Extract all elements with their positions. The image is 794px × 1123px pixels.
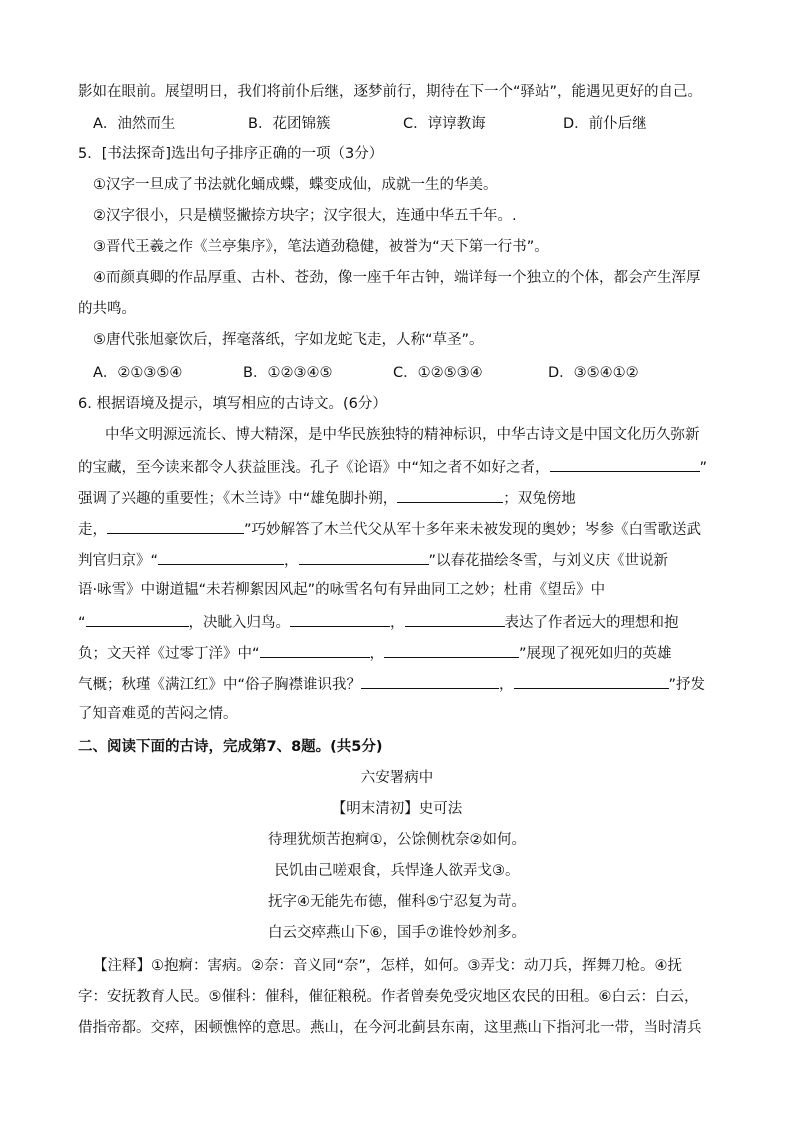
notes-line-2: 字：安抚教育人民。⑤催科：催科，催征粮税。作者曾奏免受灾地区农民的田租。⑥白云：白云， <box>78 989 699 1005</box>
q5-option-d[interactable]: D．③⑤④①② <box>548 365 639 381</box>
q6-line-2 <box>78 456 707 478</box>
notes-line-1: 【注释】①抱痾：害病。②奈：音义同“奈”，怎样，如何。③弄戈：动刀兵，挥舞刀枪。④抚 <box>93 958 683 974</box>
q6-line-8-end: ”展现了视死如归的英雄 <box>519 646 672 662</box>
intro-tail-text: 影如在眼前。展望明日，我们将前仆后继，逐梦前行，期待在下一个“驿站”，能遇见更好的自己。 <box>78 84 703 100</box>
q4-option-d[interactable]: D．前仆后继 <box>563 116 647 132</box>
q6-line-3-end: ；双兔傍地 <box>503 491 576 507</box>
q6-line-6: 语·咏雪》中谢道韫“未若柳絮因风起”的咏雪名句有异曲同工之妙；杜甫《望岳》中 <box>78 582 606 598</box>
q6-line-8 <box>78 642 672 664</box>
q6-line-9-text: 气概；秋瑾《满江红》中“俗子胸襟谁识我？ <box>78 677 362 693</box>
answer-blank[interactable] <box>107 518 244 534</box>
q6-line-5-comma: ， <box>284 553 299 569</box>
answer-blank[interactable] <box>514 673 669 689</box>
section-2-heading: 二、阅读下面的古诗，完成第7、8题。(共5分) <box>78 739 383 755</box>
q6-line-4-start: 走， <box>78 522 107 538</box>
q6-line-1: 中华文明源远流长、博大精深，是中华民族独特的精神标识，中华古诗文是中国文化历久弥新 <box>105 427 700 443</box>
q6-line-5-start: 判官归京》“ <box>78 553 159 569</box>
q6-stem: 6. 根据语境及提示，填写相应的古诗文。(6分） <box>78 396 387 412</box>
answer-blank[interactable] <box>405 611 505 627</box>
q5-sentence-3: ③晋代王羲之作《兰亭集序》，笔法遒劲稳健，被誉为“天下第一行书”。 <box>93 239 549 255</box>
q6-line-5-text: ”以春花描绘冬雪，与刘义庆《世说新 <box>428 553 669 569</box>
q6-line-9 <box>78 673 705 695</box>
q6-line-2-end: ” <box>699 460 708 476</box>
q6-line-9-comma: ， <box>499 677 514 693</box>
q5-sentence-2: ②汉字很小，只是横竖撇捺方块字；汉字很大，连通中华五千年。. <box>93 208 517 224</box>
notes-line-3: 借指帝都。交瘁，困顿憔悴的意思。燕山，在今河北蓟县东南，这里燕山下指河北一带，当时清兵 <box>78 1020 702 1036</box>
poem-line-1: 待理犹烦苦抱痾①，公馀侧枕奈②如何。 <box>268 832 526 848</box>
poem-line-4: 白云交瘁燕山下⑥，国手⑦谁怜妙剂多。 <box>268 925 526 941</box>
q6-line-7-end: 表达了作者远大的理想和抱 <box>504 615 679 631</box>
answer-blank[interactable] <box>86 611 189 627</box>
q6-line-5 <box>78 549 668 571</box>
q6-line-7-text: ，决眦入归鸟。 <box>188 615 291 631</box>
q5-option-b[interactable]: B．①②③④⑤ <box>243 365 333 381</box>
q5-sentence-1: ①汉字一旦成了书法就化蛹成蝶，蝶变成仙，成就一生的华美。 <box>93 177 498 193</box>
q6-line-2-text: 的宝藏，至今读来都令人获益匪浅。孔子《论语》中“知之者不如好之者， <box>78 460 550 476</box>
q6-line-3-text: 强调了兴趣的重要性；《木兰诗》中“雄兔脚扑朔， <box>78 491 398 507</box>
answer-blank[interactable] <box>158 549 284 565</box>
answer-blank[interactable] <box>550 456 700 472</box>
q6-line-4-text: ”巧妙解答了木兰代父从军十多年来未被发现的奥妙；岑参《白雪歌送武 <box>244 522 702 538</box>
q6-line-10: 了知音难觅的苦闷之情。 <box>78 706 238 722</box>
q5-sentence-4b: 的共鸣。 <box>78 301 136 317</box>
q4-option-c[interactable]: C．谆谆教诲 <box>403 116 486 132</box>
q5-stem: 5．[书法探奇]选出句子排序正确的一项（3分） <box>78 146 384 162</box>
q6-line-9-end: ”抒发 <box>668 677 706 693</box>
q4-option-b[interactable]: B．花团锦簇 <box>248 116 331 132</box>
q6-line-7-start: “ <box>78 615 86 631</box>
answer-blank[interactable] <box>397 487 503 503</box>
answer-blank[interactable] <box>384 642 519 658</box>
q4-option-a[interactable]: A．油然而生 <box>93 116 176 132</box>
answer-blank[interactable] <box>260 642 370 658</box>
q5-option-a[interactable]: A．②①③⑤④ <box>93 365 183 381</box>
poem-author: 【明末清初】史可法 <box>331 801 463 817</box>
poem-title: 六安署病中 <box>360 770 434 786</box>
q6-line-7-comma: ， <box>390 615 405 631</box>
answer-blank[interactable] <box>290 611 390 627</box>
q5-option-c[interactable]: C．①②⑤③④ <box>393 365 483 381</box>
poem-line-2: 民饥由己嗟艰食，兵悍逢人欲弄戈③。 <box>274 863 520 879</box>
q5-sentence-4a: ④而颜真卿的作品厚重、古朴、苍劲，像一座千年古钟，端详每一个独立的个体，都会产生浑厚 <box>93 270 701 286</box>
q5-sentence-5: ⑤唐代张旭豪饮后，挥毫落纸，字如龙蛇飞走，人称“草圣”。 <box>93 332 484 348</box>
answer-blank[interactable] <box>299 549 429 565</box>
q4-options <box>93 114 647 134</box>
q5-options <box>93 363 639 383</box>
q6-line-3 <box>78 487 576 509</box>
q6-line-4 <box>78 518 701 540</box>
poem-line-3: 抚字④无能先布德，催科⑤宁忍复为苛。 <box>268 894 526 910</box>
q6-line-8-comma: ， <box>369 646 385 662</box>
q6-line-8-text: 负；文天祥《过零丁洋》中“ <box>78 646 260 662</box>
answer-blank[interactable] <box>361 673 499 689</box>
q6-line-7 <box>78 611 679 633</box>
